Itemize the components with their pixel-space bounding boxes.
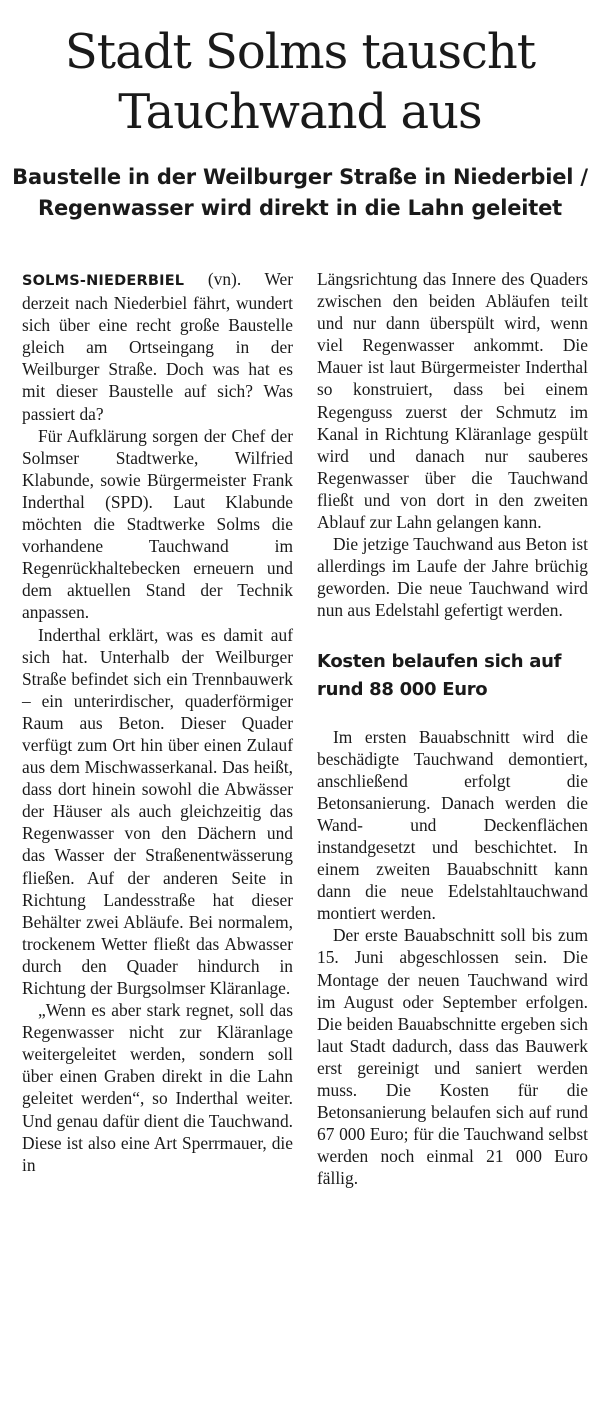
column-right	[317, 268, 588, 1189]
paragraph-3: Inderthal erklärt, was es damit auf sich hat. Unterhalb der Weilburger Straße befindet sich ein Trennbauwerk – ein unterirdischer, quaderförmiger Raum aus Beton. Dieser Quader verfügt zum Ort hin über einen Zulauf aus dem Mischwasserkanal. Das heißt, dass dort hinein sowohl die Abwässer der Häuser als auch gleichzeitig das Regenwasser von den Dächern und das Wasser der Straßenentwässerung fließen. Auf der anderen Seite in Richtung Landesstraße hat dieser Behälter zwei Abläufe. Bei normalem, trockenem Wetter fließt das Abwasser durch den Quader hindurch in Richtung der Burgsolmser Kläranlage.	[22, 624, 293, 998]
subheadline: Baustelle in der Weilburger Straße in Niederbiel / Regenwasser wird direkt in die Lahn geleitet	[12, 165, 588, 220]
paragraph-8: Der erste Bauabschnitt soll bis zum 15. Juni abgeschlossen sein. Die Montage der neuen Tauchwand wird im August oder September erfolgen. Die beiden Bauabschnitte ergeben sich laut Stadt dadurch, dass das Bauwerk erst gereinigt und saniert werden muss. Die Kosten für die Betonsanierung belaufen sich auf rund 67 000 Euro; für die Tauchwand selbst werden noch einmal 21 000 Euro fällig.	[317, 925, 588, 1189]
paragraph-6: Die jetzige Tauchwand aus Beton ist allerdings im Laufe der Jahre brüchig geworden. Die neue Tauchwand wird nun aus Edelstahl gefertigt werden.	[317, 534, 588, 621]
paragraph-5: Längsrichtung das Innere des Quaders zwischen den beiden Abläufen teilt und nur dann überspült wird, wenn viel Regenwasser ankommt. Die Mauer ist laut Bürgermeister Inderthal so konstruiert, dass bei einem Regenguss zuerst der Schmutz im Kanal in Richtung Kläranlage gespült wird und danach nur sauberes Regenwasser über die Tauchwand fließt und von dort in den zweiten Ablauf zur Lahn gelangen kann.	[317, 269, 588, 533]
dateline: SOLMS-NIEDERBIEL	[22, 273, 185, 289]
headline: Stadt Solms tauscht Tauchwand aus	[64, 24, 536, 140]
column-left	[22, 268, 293, 1189]
paragraph-1	[22, 268, 293, 425]
crosshead: Kosten belaufen sich auf rund 88 000 Euro	[317, 650, 562, 700]
paragraph-4: „Wenn es aber stark regnet, soll das Regenwasser nicht zur Kläranlage weitergeleitet werden, sondern soll über einen Graben direkt in die Lahn geleitet werden“, so Inderthal weiter. Und genau dafür dient die Tauchwand. Diese ist also eine Art Sperrmauer, die in	[22, 1000, 293, 1175]
article-body	[22, 268, 588, 1189]
paragraph-2: Für Aufklärung sorgen der Chef der Solmser Stadtwerke, Wilfried Klabunde, sowie Bürgermeister Frank Inderthal (SPD). Laut Klabunde möchten die Stadtwerke Solms die vorhandene Tauchwand im Regenrückhaltebecken erneuern und dem aktuellen Stand der Technik anpassen.	[22, 425, 293, 623]
paragraph-7: Im ersten Bauabschnitt wird die beschädigte Tauchwand demontiert, anschließend erfolgt die Betonsanierung. Danach werden die Wand- und Deckenflächen instandgesetzt und beschichtet. In einem zweiten Bauabschnitt kann dann die neue Edelstahltauchwand montiert werden.	[317, 726, 588, 924]
paragraph-1-text: (vn). Wer derzeit nach Niederbiel fährt, wundert sich über eine recht große Baustelle gleich am Ortseingang in der Weilburger Straße. Doch was hat es mit dieser Baustelle auf sich? Was passiert da?	[22, 269, 293, 424]
